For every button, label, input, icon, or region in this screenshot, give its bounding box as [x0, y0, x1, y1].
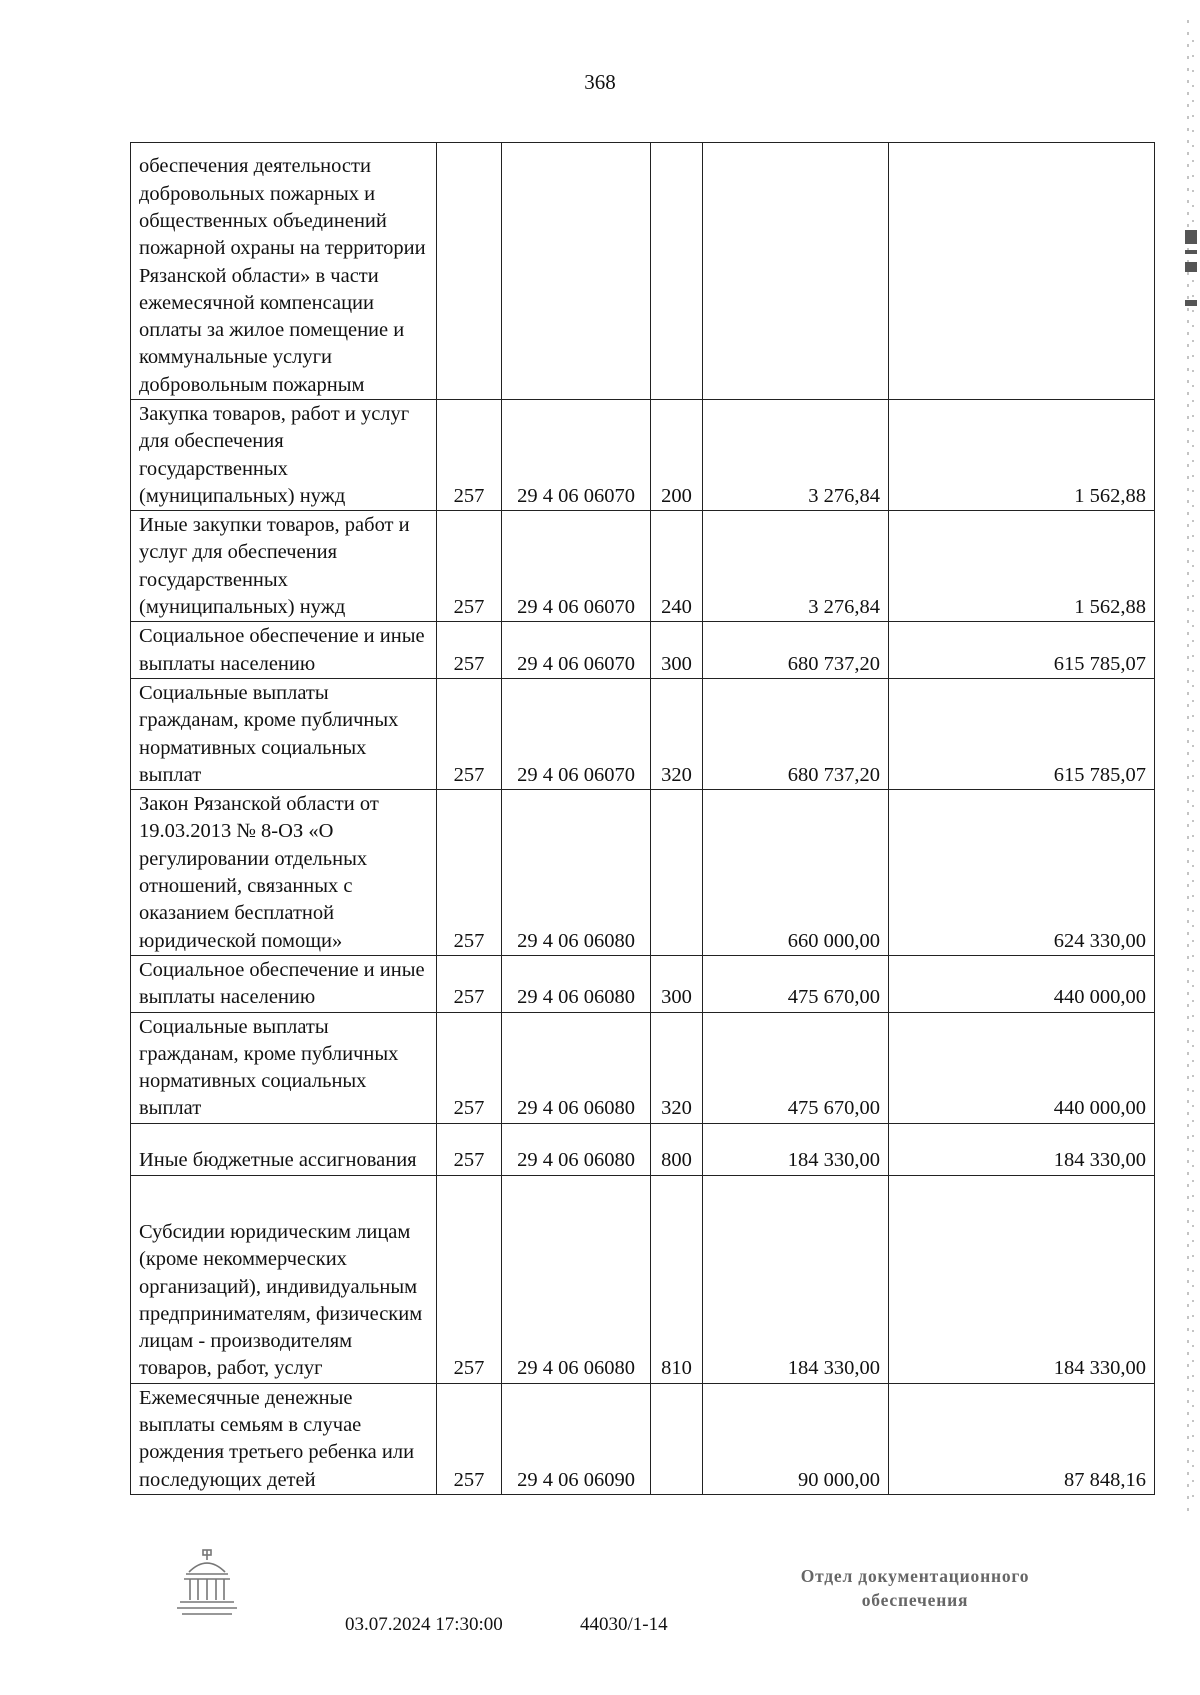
row-amount-2: 184 330,00	[889, 1175, 1155, 1383]
row-name: обеспечения деятельности добровольных пожарных и общественных объединений пожарной охраны на территории Рязанской области» в части ежемесячной компенсации оплаты за жилое помещение и коммунальные услуги добровольным пожарным	[131, 143, 437, 400]
row-csr: 29 4 06 06070	[502, 511, 651, 622]
footer-doc-code: 44030/1-14	[580, 1614, 668, 1635]
row-amount-1: 660 000,00	[703, 790, 889, 956]
row-name: Иные закупки товаров, работ и услуг для обеспечения государственных (муниципальных) нужд	[131, 511, 437, 622]
row-csr	[502, 143, 651, 400]
row-amount-2: 1 562,88	[889, 511, 1155, 622]
row-amount-2: 615 785,07	[889, 622, 1155, 679]
row-code: 257	[437, 678, 502, 789]
row-vr	[651, 143, 703, 400]
row-vr: 320	[651, 678, 703, 789]
row-amount-1: 184 330,00	[703, 1175, 889, 1383]
row-csr: 29 4 06 06070	[502, 678, 651, 789]
row-csr: 29 4 06 06080	[502, 790, 651, 956]
table-row	[131, 1175, 1155, 1383]
row-vr: 300	[651, 622, 703, 679]
row-code: 257	[437, 1175, 502, 1383]
row-code: 257	[437, 955, 502, 1012]
row-code: 257	[437, 622, 502, 679]
table-row	[131, 1012, 1155, 1123]
row-amount-2: 87 848,16	[889, 1383, 1155, 1494]
row-vr: 810	[651, 1175, 703, 1383]
row-code	[437, 143, 502, 400]
row-csr: 29 4 06 06090	[502, 1383, 651, 1494]
duma-emblem-icon	[172, 1548, 242, 1618]
row-vr	[651, 1383, 703, 1494]
row-code: 257	[437, 1383, 502, 1494]
row-amount-1: 90 000,00	[703, 1383, 889, 1494]
row-csr: 29 4 06 06080	[502, 955, 651, 1012]
row-name: Социальные выплаты гражданам, кроме публичных нормативных социальных выплат	[131, 678, 437, 789]
row-name: Ежемесячные денежные выплаты семьям в случае рождения третьего ребенка или последующих детей	[131, 1383, 437, 1494]
row-name: Иные бюджетные ассигнования	[131, 1123, 437, 1175]
row-amount-1: 680 737,20	[703, 622, 889, 679]
row-csr: 29 4 06 06070	[502, 622, 651, 679]
row-amount-1: 475 670,00	[703, 955, 889, 1012]
row-csr: 29 4 06 06080	[502, 1012, 651, 1123]
row-amount-1: 184 330,00	[703, 1123, 889, 1175]
row-code: 257	[437, 400, 502, 511]
row-vr: 240	[651, 511, 703, 622]
table-row	[131, 622, 1155, 679]
row-vr: 300	[651, 955, 703, 1012]
row-name: Социальное обеспечение и иные выплаты населению	[131, 955, 437, 1012]
row-csr: 29 4 06 06080	[502, 1123, 651, 1175]
table-row	[131, 143, 1155, 400]
row-vr: 320	[651, 1012, 703, 1123]
budget-table	[130, 142, 1155, 1495]
row-vr: 800	[651, 1123, 703, 1175]
row-code: 257	[437, 790, 502, 956]
table-row	[131, 790, 1155, 956]
row-amount-2: 184 330,00	[889, 1123, 1155, 1175]
row-amount-2	[889, 143, 1155, 400]
row-amount-1: 3 276,84	[703, 511, 889, 622]
scan-edge-marks	[1184, 0, 1200, 1695]
row-name: Социальные выплаты гражданам, кроме публичных нормативных социальных выплат	[131, 1012, 437, 1123]
row-code: 257	[437, 511, 502, 622]
row-name: Социальное обеспечение и иные выплаты населению	[131, 622, 437, 679]
stamp-department-line2: обеспечения	[861, 1590, 969, 1610]
row-csr: 29 4 06 06080	[502, 1175, 651, 1383]
row-amount-2: 1 562,88	[889, 400, 1155, 511]
row-amount-2: 440 000,00	[889, 955, 1155, 1012]
row-name: Закупка товаров, работ и услуг для обеспечения государственных (муниципальных) нужд	[131, 400, 437, 511]
table-row	[131, 1123, 1155, 1175]
stamp-department-line1: Отдел документационного	[800, 1566, 1030, 1586]
table-row	[131, 511, 1155, 622]
row-name: Субсидии юридическим лицам (кроме некоммерческих организаций), индивидуальным предпринимателям, физическим лицам - производителям товаров, работ, услуг	[131, 1175, 437, 1383]
row-amount-1	[703, 143, 889, 400]
row-vr: 200	[651, 400, 703, 511]
table-row	[131, 955, 1155, 1012]
table-row	[131, 678, 1155, 789]
row-code: 257	[437, 1012, 502, 1123]
table-row	[131, 1383, 1155, 1494]
row-amount-1: 475 670,00	[703, 1012, 889, 1123]
row-amount-2: 624 330,00	[889, 790, 1155, 956]
table-row	[131, 400, 1155, 511]
page-number: 368	[584, 70, 616, 94]
row-vr	[651, 790, 703, 956]
row-amount-2: 615 785,07	[889, 678, 1155, 789]
row-csr: 29 4 06 06070	[502, 400, 651, 511]
row-name: Закон Рязанской области от 19.03.2013 № 8-ОЗ «О регулировании отдельных отношений, связанных с оказанием бесплатной юридической помощи»	[131, 790, 437, 956]
row-code: 257	[437, 1123, 502, 1175]
row-amount-2: 440 000,00	[889, 1012, 1155, 1123]
row-amount-1: 3 276,84	[703, 400, 889, 511]
row-amount-1: 680 737,20	[703, 678, 889, 789]
footer-datetime: 03.07.2024 17:30:00	[345, 1614, 503, 1635]
